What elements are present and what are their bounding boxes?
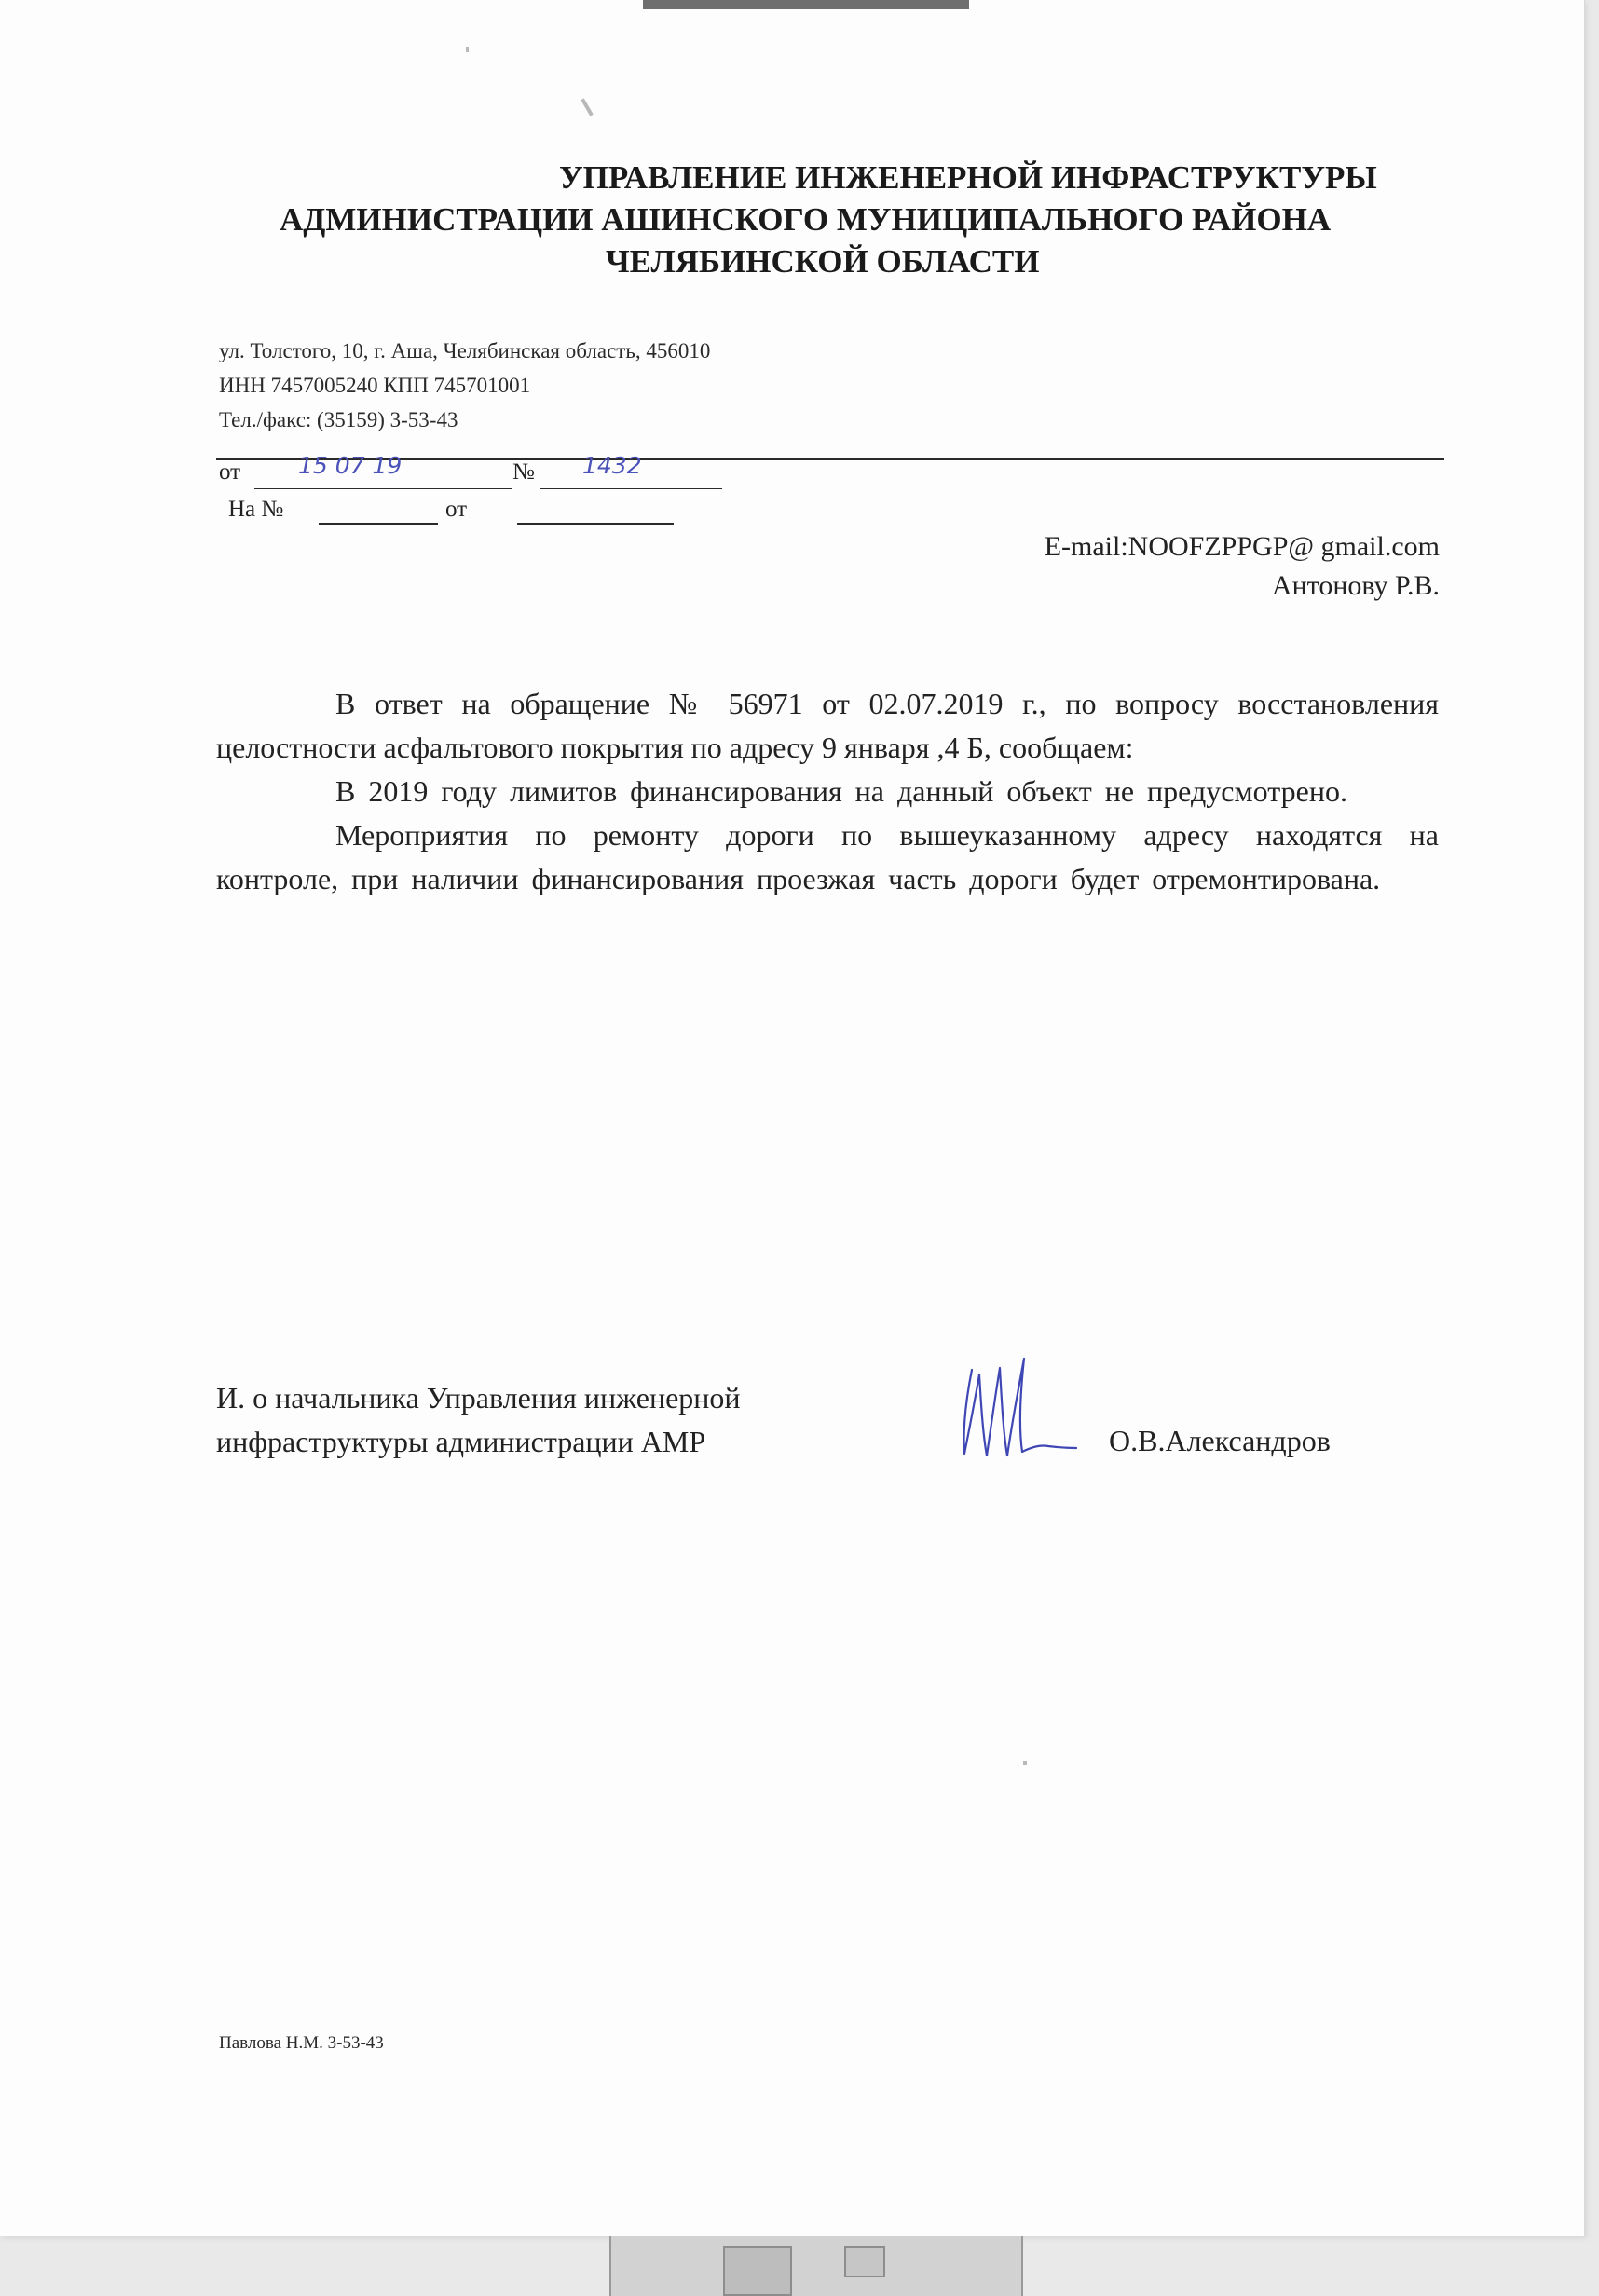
executor-contact: Павлова Н.М. 3-53-43 (219, 2033, 384, 2053)
signatory-title (216, 1376, 741, 1464)
number-underline (540, 488, 722, 489)
sender-phone: Тел./факс: (35159) 3-53-43 (219, 408, 458, 431)
reply-number-label: На № (228, 497, 284, 522)
signer-name: О.В.Александров (1109, 1424, 1331, 1457)
letterhead-line-1: УПРАВЛЕНИЕ ИНЖЕНЕРНОЙ ИНФРАСТРУКТУРЫ (559, 159, 1377, 196)
recipient-block (1045, 527, 1440, 606)
scan-top-strip (643, 0, 969, 9)
letterhead-line-3: ЧЕЛЯБИНСКОЙ ОБЛАСТИ (606, 243, 1040, 280)
handwritten-number: 1432 (582, 452, 642, 479)
letterhead-line-2: АДМИНИСТРАЦИИ АШИНСКОГО МУНИЦИПАЛЬНОГО РАЙОНА (280, 201, 1332, 238)
reply-from-label: от (445, 497, 468, 522)
handwritten-date: 15 07 19 (298, 452, 403, 479)
recipient-name: Антонову Р.В. (1271, 570, 1440, 601)
reply-number-underline (319, 523, 438, 525)
sender-inn: ИНН 7457005240 КПП 745701001 (219, 374, 531, 397)
signatory-title-line-2: инфраструктуры администрации АМР (216, 1425, 706, 1458)
body-paragraph-2: В 2019 году лимитов финансирования на данный объект не предусмотрено. (335, 774, 1347, 808)
date-underline (254, 488, 512, 489)
number-label: № (512, 459, 535, 485)
image-icon (844, 2246, 885, 2277)
scan-speck (1023, 1761, 1027, 1765)
recipient-email: E-mail:NOOFZPPGP@ gmail.com (1044, 531, 1440, 562)
sender-address-block (219, 334, 710, 437)
scanner-bottom-tab (609, 2236, 1023, 2296)
from-label: от (219, 459, 241, 485)
letter-body (216, 682, 1439, 901)
scan-speck (581, 98, 593, 116)
film-icon (723, 2246, 792, 2296)
sender-street: ул. Толстого, 10, г. Аша, Челябинская область, 456010 (219, 339, 711, 362)
signatory-title-line-1: И. о начальника Управления инженерной (216, 1381, 741, 1414)
body-paragraph-3: Мероприятия по ремонту дороги по вышеуказанному адресу находятся на контроле, при наличии финансирования проезжая часть дороги будет отремонтирована. (216, 818, 1439, 895)
outgoing-reference (219, 452, 778, 534)
handwritten-signature-icon (955, 1351, 1081, 1468)
body-paragraph-1: В ответ на обращение № 56971 от 02.07.2019 г., по вопросу восстановления целостности асфальтового покрытия по адресу 9 января ,4 Б, сообщаем: (216, 687, 1439, 764)
reply-date-underline (517, 523, 674, 525)
scan-speck (466, 47, 469, 52)
